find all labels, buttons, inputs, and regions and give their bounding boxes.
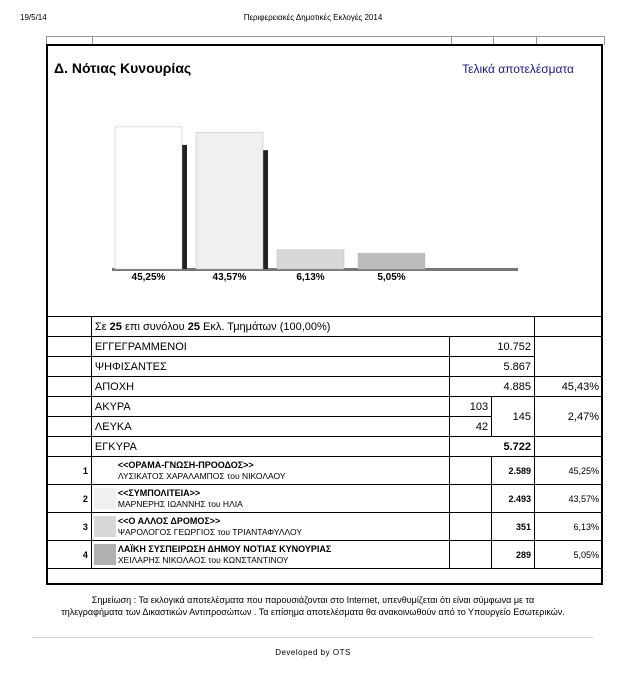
candidate-party: <<Ο ΑΛΛΟΣ ΔΡΟΜΟΣ>> bbox=[117, 515, 221, 526]
candidate-pct: 45,25% bbox=[535, 457, 603, 485]
candidate-color-swatch bbox=[94, 488, 116, 509]
candidate-pct: 5,05% bbox=[535, 541, 603, 569]
abstention-label: ΑΠΟΧΗ bbox=[91, 377, 449, 397]
candidate-votes: 289 bbox=[492, 541, 535, 569]
candidate-votes: 2.589 bbox=[492, 457, 535, 485]
blank-label: ΛΕΥΚΑ bbox=[91, 417, 449, 437]
candidate-rank: 3 bbox=[47, 513, 92, 541]
candidate-color-swatch bbox=[94, 516, 116, 537]
candidate-pct: 6,13% bbox=[535, 513, 603, 541]
candidate-color-swatch bbox=[94, 460, 116, 481]
valid-label: ΕΓΚΥΡΑ bbox=[91, 437, 449, 457]
registered-label: ΕΓΓΕΓΡΑΜΜΕΝΟΙ bbox=[91, 337, 449, 357]
candidate-person: ΧΕΙΛΑΡΗΣ ΝΙΚΟΛΑΟΣ του ΚΩΝΣΤΑΝΤΙΝΟΥ bbox=[117, 554, 289, 565]
valid-value: 5.722 bbox=[450, 437, 535, 457]
candidate-votes: 2.493 bbox=[492, 485, 535, 513]
counted-text: Σε 25 επι συνόλου 25 Εκλ. Τμημάτων (100,00%) bbox=[91, 317, 534, 337]
abstention-value: 4.885 bbox=[450, 377, 535, 397]
voted-label: ΨΗΦΙΣΑΝΤΕΣ bbox=[91, 357, 449, 377]
candidate-row bbox=[47, 457, 603, 485]
candidate-rank: 2 bbox=[47, 485, 92, 513]
candidate-votes: 351 bbox=[492, 513, 535, 541]
registered-value: 10.752 bbox=[450, 337, 535, 357]
candidate-rank: 1 bbox=[47, 457, 92, 485]
candidate-party: ΛΑΪΚΗ ΣΥΣΠΕΙΡΩΣΗ ΔΗΜΟΥ ΝΟΤΙΑΣ ΚΥΝΟΥΡΙΑΣ bbox=[117, 543, 332, 554]
voted-value: 5.867 bbox=[450, 357, 535, 377]
candidate-cell bbox=[91, 457, 449, 485]
counted-row bbox=[47, 317, 603, 337]
candidate-cell bbox=[91, 485, 449, 513]
blank-value: 42 bbox=[450, 417, 492, 437]
candidate-cell bbox=[91, 513, 449, 541]
candidate-person: ΛΥΣΙΚΑΤΟΣ ΧΑΡΑΛΑΜΠΟΣ του ΝΙΚΟΛΑΟΥ bbox=[117, 470, 286, 481]
page-header-title: Περιφερειακές Δημοτικές Εκλογές 2014 bbox=[243, 13, 383, 22]
registered-row bbox=[47, 337, 603, 357]
abstention-row bbox=[47, 377, 603, 397]
candidate-cell bbox=[91, 541, 449, 569]
voted-row bbox=[47, 357, 603, 377]
invalid-value: 103 bbox=[450, 397, 492, 417]
bar-value-label: 5,05% bbox=[377, 272, 406, 283]
results-status: Τελικά αποτελέσματα bbox=[462, 62, 574, 76]
candidate-row bbox=[47, 541, 603, 569]
print-date: 19/5/14 bbox=[20, 13, 47, 22]
disclaimer-note: Σημείωση : Τα εκλογικά αποτελέσματα που παρουσιάζονται στο Internet, υπενθυμίζεται ότι είναι σύμφωνα με τα τηλεγραφήματα των Δικαστικών Αντιπροσώπων . Τα επίσημα αποτελέσματα θα ανακοινωθούν από το Υπουργείο Εσωτερικών. bbox=[61, 595, 565, 617]
candidate-party: <<ΟΡΑΜΑ-ΓΝΩΣΗ-ΠΡΟΟΔΟΣ>> bbox=[117, 459, 254, 470]
invalid-blank-total: 145 bbox=[492, 397, 535, 437]
candidate-pct: 43,57% bbox=[535, 485, 603, 513]
candidate-person: ΜΑΡΝΕΡΗΣ ΙΩΑΝΝΗΣ του ΗΛΙΑ bbox=[117, 498, 243, 509]
candidate-party: <<ΣΥΜΠΟΛΙΤΕΙΑ>> bbox=[117, 487, 201, 498]
bar-value-label: 43,57% bbox=[212, 272, 247, 283]
valid-row bbox=[47, 437, 603, 457]
bar-value-label: 6,13% bbox=[296, 272, 325, 283]
invalid-label: ΑΚΥΡΑ bbox=[91, 397, 449, 417]
municipality-title: Δ. Νότιας Κυνουρίας bbox=[54, 60, 192, 76]
footer-credit: Developed by OTS bbox=[275, 648, 351, 657]
candidate-row bbox=[47, 513, 603, 541]
candidate-rank: 4 bbox=[47, 541, 92, 569]
bar-value-label: 45,25% bbox=[131, 272, 166, 283]
candidate-row bbox=[47, 485, 603, 513]
invalid-row bbox=[47, 397, 603, 417]
results-table bbox=[46, 316, 603, 569]
candidate-color-swatch bbox=[94, 544, 116, 565]
footer-divider bbox=[33, 637, 593, 638]
candidate-person: ΨΑΡΟΛΟΓΟΣ ΓΕΩΡΓΙΟΣ του ΤΡΙΑΝΤΑΦΥΛΛΟΥ bbox=[117, 526, 303, 537]
abstention-pct: 45,43% bbox=[535, 377, 603, 397]
invalid-blank-pct: 2,47% bbox=[535, 397, 603, 437]
